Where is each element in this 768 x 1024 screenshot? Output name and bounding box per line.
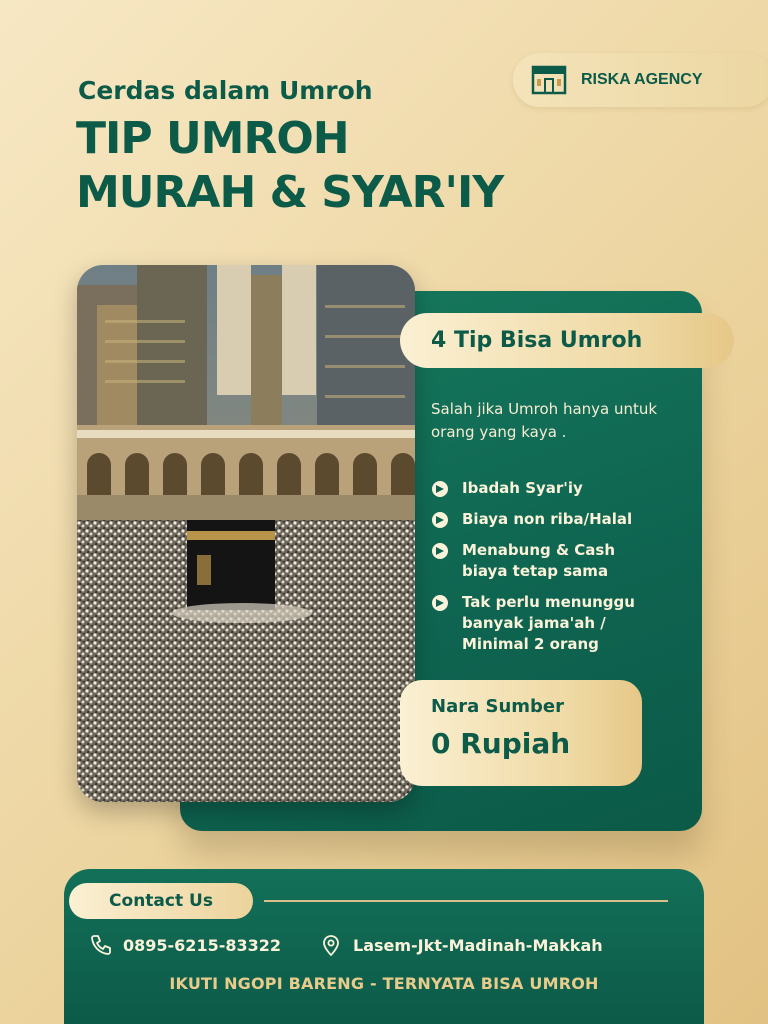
phone-number: 0895-6215-83322 [123, 935, 282, 955]
tips-heading-pill [400, 313, 734, 368]
kaaba-logo-icon [531, 65, 567, 95]
title-line-1: TIP UMROH [76, 113, 349, 164]
location-text: Lasem-Jkt-Madinah-Makkah [353, 935, 603, 955]
tips-heading: 4 Tip Bisa Umroh [431, 328, 643, 353]
footer-tagline: IKUTI NGOPI BARENG - TERNYATA BISA UMROH [169, 974, 599, 993]
tip-text: Tak perlu menunggu banyak jama'ah / Minimal 2 orang [462, 593, 635, 653]
tip-text: Ibadah Syar'iy [462, 479, 583, 497]
phone-icon [89, 933, 113, 957]
location-row[interactable] [319, 933, 603, 957]
tips-list [432, 478, 692, 665]
tip-text: Biaya non riba/Halal [462, 510, 633, 528]
list-item [432, 509, 692, 530]
list-item [432, 592, 692, 655]
contact-title-pill [69, 883, 253, 919]
kaaba-photo [77, 265, 415, 802]
play-bullet-icon [432, 595, 448, 611]
source-panel [400, 680, 642, 786]
contact-divider [264, 900, 668, 902]
page-title [76, 112, 503, 220]
play-bullet-icon [432, 512, 448, 528]
tips-intro: Salah jika Umroh hanya untuk orang yang kaya . [431, 400, 658, 441]
phone-row[interactable] [89, 933, 281, 957]
list-item [432, 478, 692, 499]
agency-name: RISKA AGENCY [581, 71, 703, 88]
play-bullet-icon [432, 543, 448, 559]
source-value: 0 Rupiah [431, 727, 571, 760]
source-label: Nara Sumber [431, 696, 565, 717]
title-line-2: MURAH & SYAR'IY [76, 167, 504, 218]
tip-text: Menabung & Cash biaya tetap sama [462, 541, 615, 580]
contact-title: Contact Us [109, 891, 213, 911]
list-item [432, 540, 692, 582]
agency-badge [513, 53, 768, 107]
location-pin-icon [319, 933, 343, 957]
subtitle: Cerdas dalam Umroh [78, 76, 373, 105]
play-bullet-icon [432, 481, 448, 497]
